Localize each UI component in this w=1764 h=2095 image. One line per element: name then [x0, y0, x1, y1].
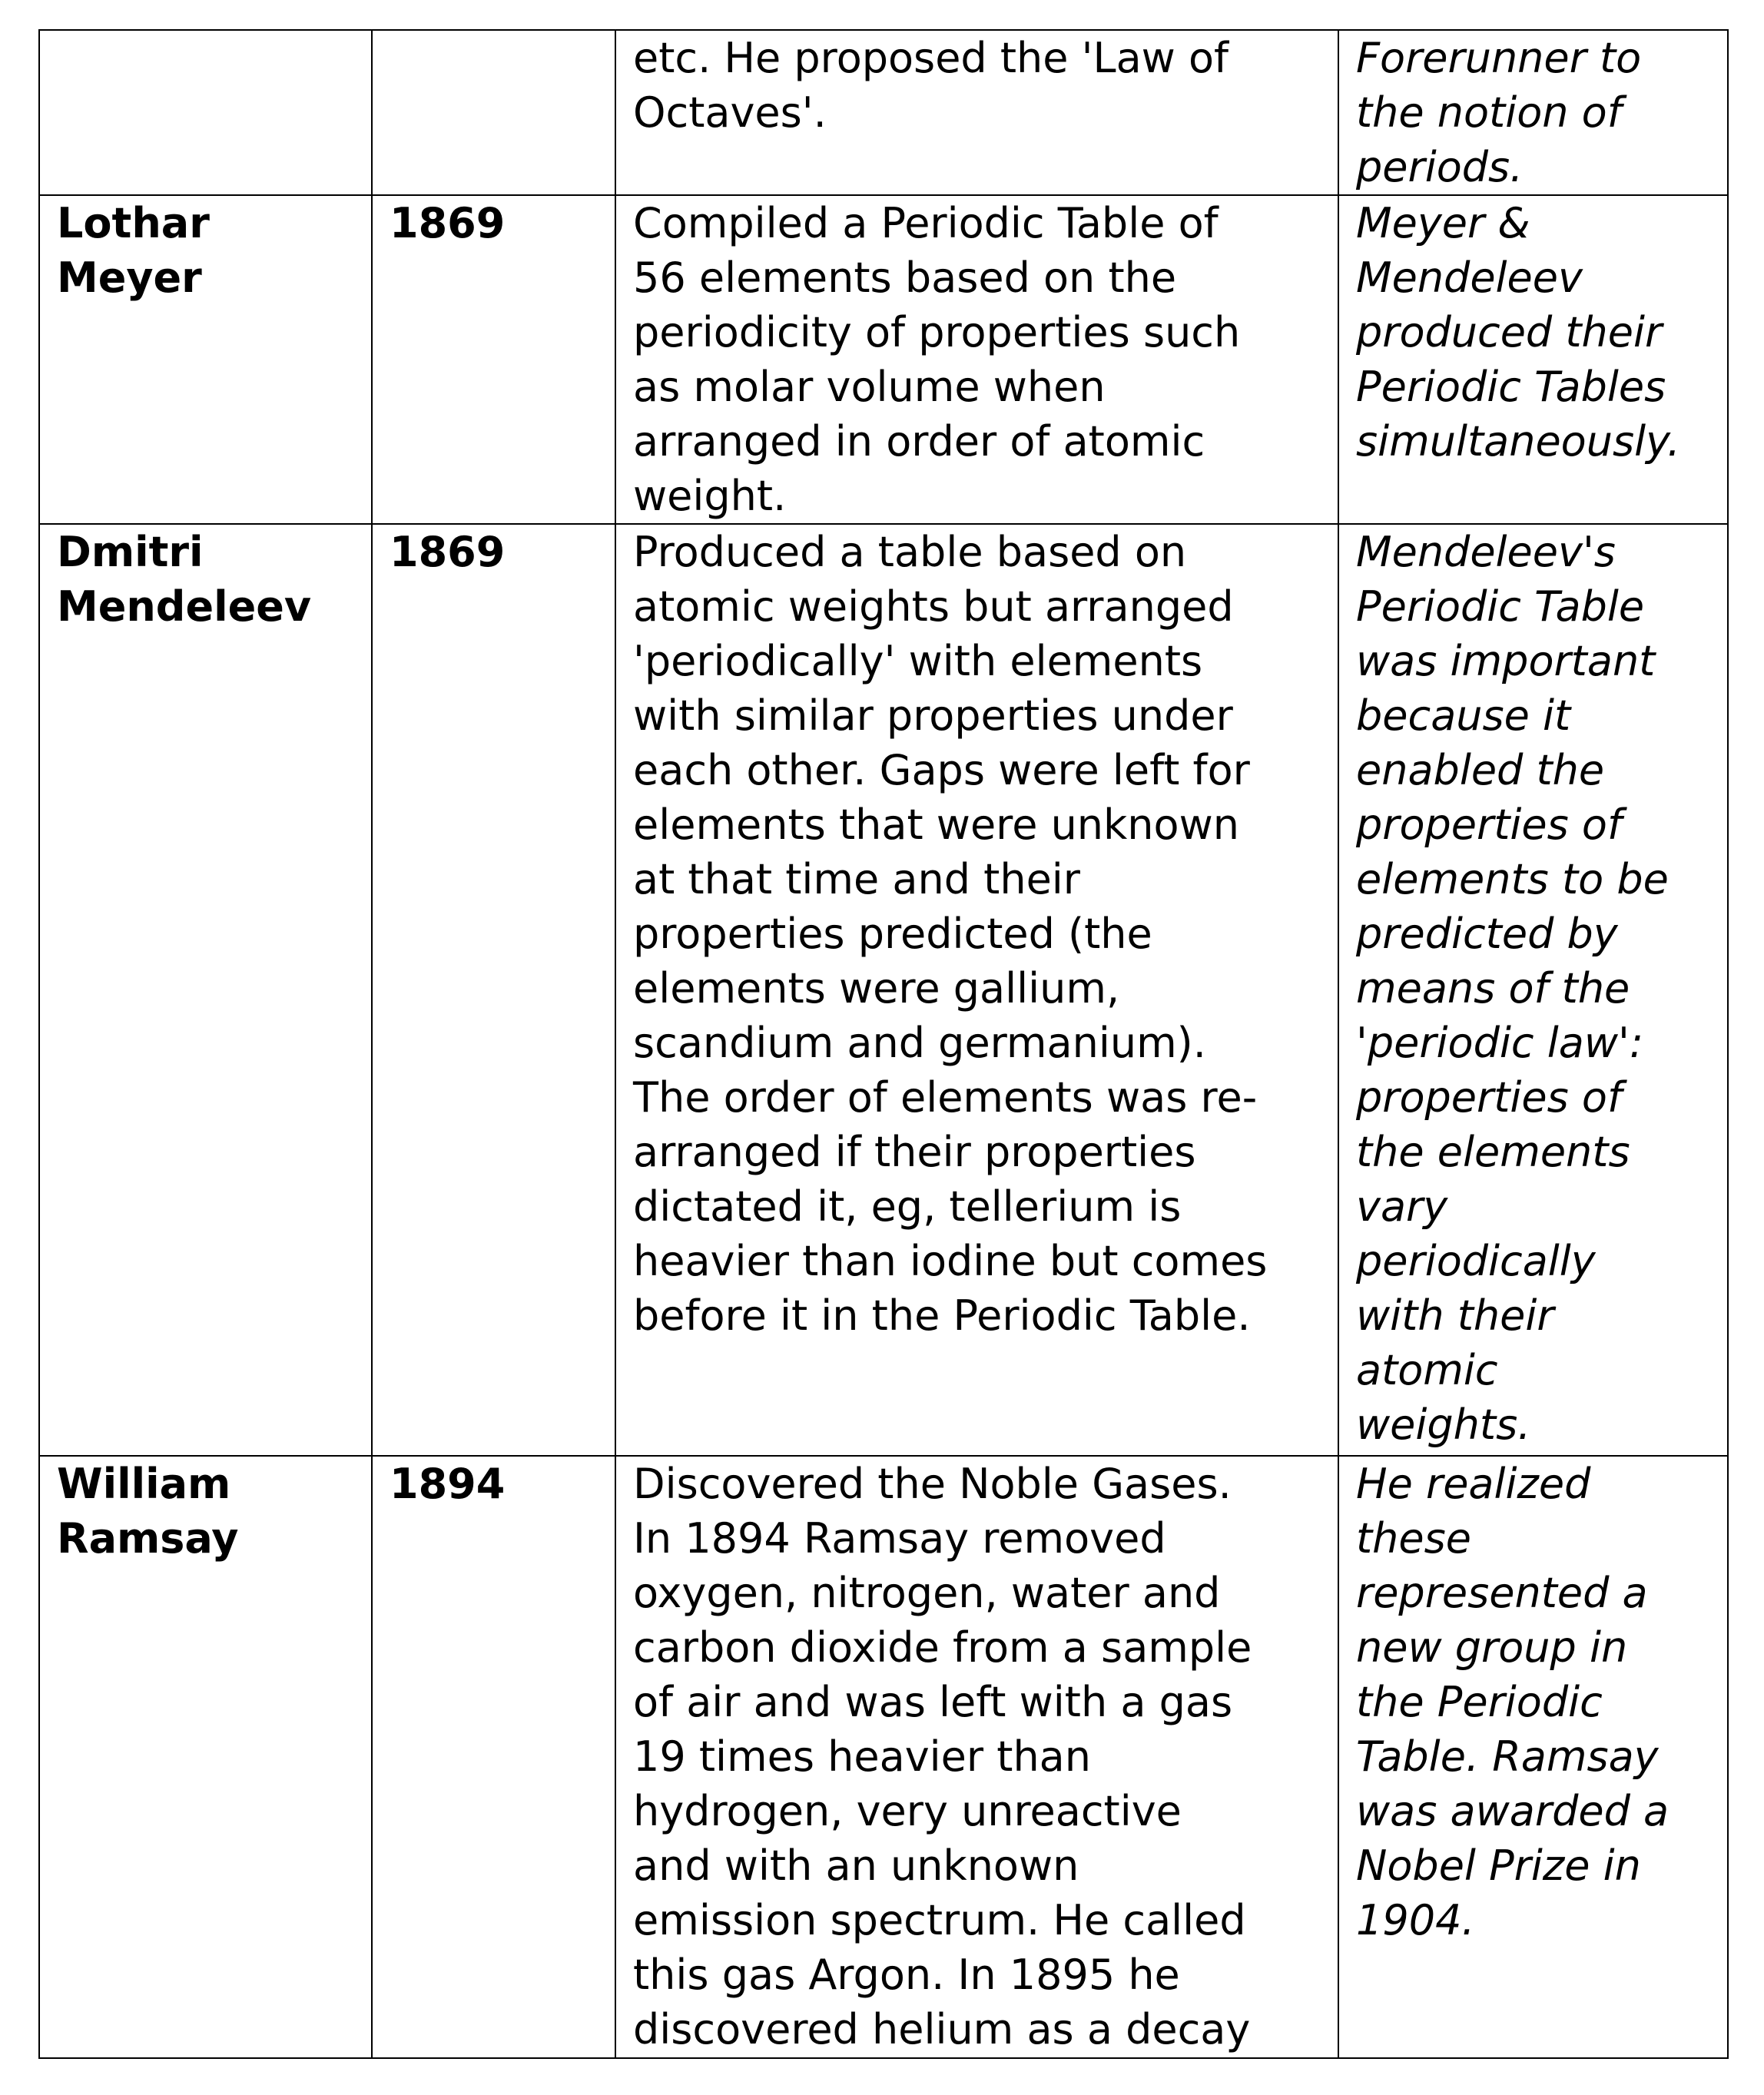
- cell-text-line: Meyer: [57, 254, 202, 302]
- cell-text-line: etc. He proposed the 'Law of: [633, 34, 1229, 82]
- table-row: [39, 1456, 1728, 2058]
- cell-text-line: produced their: [1356, 308, 1663, 356]
- cell-text-line: weights.: [1356, 1401, 1531, 1449]
- cell-text-line: periodically: [1356, 1237, 1596, 1285]
- scientist-cell: [39, 1456, 372, 2058]
- significance-cell: [1338, 524, 1728, 1456]
- cell-text-line: periodicity of properties such: [633, 308, 1241, 356]
- contribution-cell: [615, 30, 1338, 195]
- significance-cell: [1338, 195, 1728, 524]
- cell-text-line: 'periodic law':: [1356, 1019, 1644, 1067]
- cell-text-line: Mendeleev: [57, 582, 312, 631]
- cell-text-line: Nobel Prize in: [1356, 1841, 1641, 1890]
- cell-text-line: the Periodic: [1356, 1678, 1603, 1726]
- table-row: [39, 195, 1728, 524]
- cell-text-line: Dmitri: [57, 528, 204, 576]
- cell-text-line: with their: [1356, 1291, 1554, 1340]
- cell-text-line: atomic: [1356, 1346, 1498, 1394]
- cell-text-line: emission spectrum. He called: [633, 1896, 1246, 1944]
- cell-text-line: simultaneously.: [1356, 417, 1681, 466]
- cell-text-line: before it in the Periodic Table.: [633, 1291, 1251, 1340]
- year-cell: 1869: [372, 195, 615, 524]
- year-cell: [372, 30, 615, 195]
- cell-text-line: Ramsay: [57, 1514, 239, 1563]
- scientist-cell: [39, 524, 372, 1456]
- cell-text-line: heavier than iodine but comes: [633, 1237, 1268, 1285]
- cell-text-line: 1904.: [1356, 1896, 1475, 1944]
- cell-text-line: as molar volume when: [633, 363, 1106, 411]
- cell-text-line: Discovered the Noble Gases.: [633, 1460, 1232, 1508]
- cell-text-line: new group in: [1356, 1623, 1628, 1672]
- cell-text-line: Octaves'.: [633, 88, 827, 137]
- cell-text-line: Periodic Table: [1356, 582, 1645, 631]
- cell-text-line: properties of: [1356, 801, 1622, 849]
- cell-text-line: Mendeleev: [1356, 254, 1583, 302]
- cell-text-line: discovered helium as a decay: [633, 2005, 1251, 2054]
- cell-text-line: with similar properties under: [633, 691, 1233, 740]
- cell-text-line: at that time and their: [633, 855, 1081, 903]
- cell-text-line: Forerunner to: [1356, 34, 1642, 82]
- cell-text-line: 'periodically' with elements: [633, 637, 1203, 685]
- cell-text-line: predicted by: [1356, 910, 1618, 958]
- cell-text-line: was important: [1356, 637, 1656, 685]
- significance-cell: [1338, 1456, 1728, 2058]
- cell-text-line: scandium and germanium).: [633, 1019, 1206, 1067]
- cell-text-line: each other. Gaps were left for: [633, 746, 1250, 794]
- cell-text-line: Mendeleev's: [1356, 528, 1616, 576]
- cell-text-line: William: [57, 1460, 231, 1508]
- cell-text-line: arranged in order of atomic: [633, 417, 1205, 466]
- cell-text-line: of air and was left with a gas: [633, 1678, 1233, 1726]
- year-cell: 1894: [372, 1456, 615, 2058]
- cell-text-line: 56 elements based on the: [633, 254, 1177, 302]
- cell-text-line: was awarded a: [1356, 1787, 1670, 1835]
- cell-text-line: Periodic Tables: [1356, 363, 1666, 411]
- cell-text-line: The order of elements was re-: [633, 1073, 1258, 1122]
- cell-text-line: these: [1356, 1514, 1471, 1563]
- contribution-cell: [615, 1456, 1338, 2058]
- cell-text-line: weight.: [633, 472, 787, 520]
- cell-text-line: periods.: [1356, 143, 1524, 191]
- cell-text-line: elements that were unknown: [633, 801, 1239, 849]
- cell-text-line: In 1894 Ramsay removed: [633, 1514, 1166, 1563]
- cell-text-line: the elements: [1356, 1128, 1630, 1176]
- cell-text-line: elements were gallium,: [633, 964, 1120, 1013]
- cell-text-line: dictated it, eg, tellerium is: [633, 1182, 1182, 1231]
- cell-text-line: Lothar: [57, 199, 210, 247]
- cell-text-line: elements to be: [1356, 855, 1669, 903]
- cell-text-line: the notion of: [1356, 88, 1622, 137]
- cell-text-line: Produced a table based on: [633, 528, 1187, 576]
- cell-text-line: Meyer &: [1356, 199, 1530, 247]
- scientist-cell: [39, 30, 372, 195]
- cell-text-line: this gas Argon. In 1895 he: [633, 1951, 1180, 1999]
- contribution-cell: [615, 195, 1338, 524]
- cell-text-line: enabled the: [1356, 746, 1605, 794]
- cell-text-line: represented a: [1356, 1569, 1648, 1617]
- cell-text-line: carbon dioxide from a sample: [633, 1623, 1252, 1672]
- cell-text-line: Table. Ramsay: [1356, 1732, 1659, 1781]
- cell-text-line: 19 times heavier than: [633, 1732, 1091, 1781]
- cell-text-line: hydrogen, very unreactive: [633, 1787, 1182, 1835]
- year-cell: 1869: [372, 524, 615, 1456]
- table-row: [39, 30, 1728, 195]
- cell-text-line: means of the: [1356, 964, 1630, 1013]
- cell-text-line: and with an unknown: [633, 1841, 1079, 1890]
- cell-text-line: Compiled a Periodic Table of: [633, 199, 1219, 247]
- significance-cell: [1338, 30, 1728, 195]
- contribution-cell: [615, 524, 1338, 1456]
- cell-text-line: He realized: [1356, 1460, 1591, 1508]
- cell-text-line: properties of: [1356, 1073, 1622, 1122]
- history-table: [38, 29, 1729, 2059]
- cell-text-line: vary: [1356, 1182, 1448, 1231]
- cell-text-line: atomic weights but arranged: [633, 582, 1234, 631]
- scientist-cell: [39, 195, 372, 524]
- cell-text-line: because it: [1356, 691, 1571, 740]
- cell-text-line: oxygen, nitrogen, water and: [633, 1569, 1221, 1617]
- table-row: [39, 524, 1728, 1456]
- cell-text-line: arranged if their properties: [633, 1128, 1196, 1176]
- cell-text-line: properties predicted (the: [633, 910, 1152, 958]
